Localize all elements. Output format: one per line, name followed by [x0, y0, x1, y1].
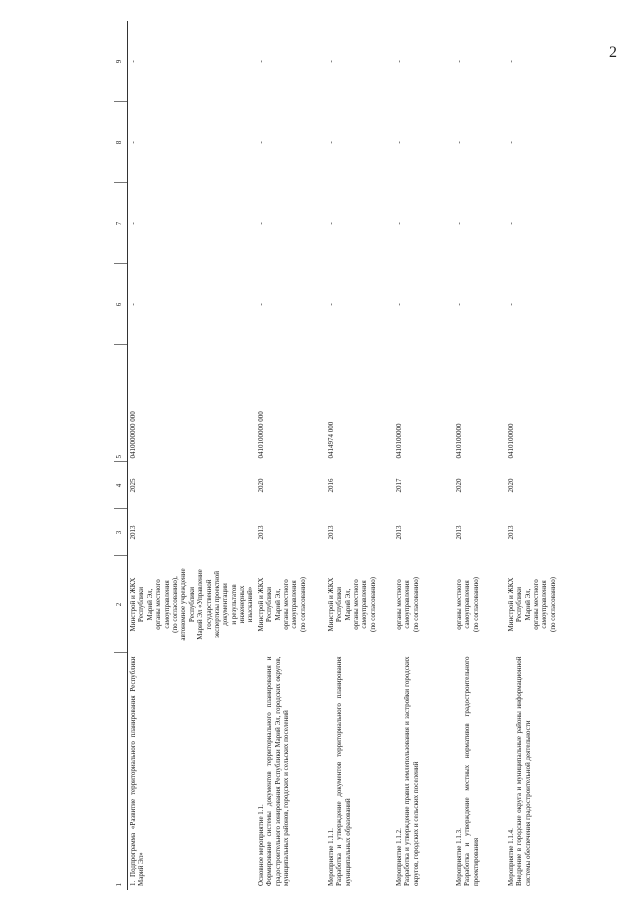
code-cell: 0410000000 000 [129, 411, 137, 459]
start-year-cell: 2013 [506, 525, 515, 540]
value-cell: - [256, 141, 265, 144]
executor-cell: Минстрой и ЖКХ Республики Марий Эл, органы местного самоуправления (по согласованию) [256, 576, 307, 633]
table-row [454, 22, 506, 890]
activity-name-cell: 1. Подпрограмма «Развитие территориального планирования Республики Марий Эл» [129, 656, 146, 886]
value-cell: - [129, 60, 137, 63]
activity-name-cell: Мероприятие 1.1.1. Разработка и утверждение документов территориального планирования муниципальных образований [326, 656, 352, 886]
table-header-row [114, 22, 128, 890]
value-cell: - [454, 60, 463, 63]
activity-name-cell: Мероприятие 1.1.3. Разработка и утверждение местных нормативов градостроительного проектирования [454, 656, 480, 886]
start-year-cell: 2013 [129, 525, 137, 540]
code-cell: 0414974 000 [326, 421, 335, 459]
code-cell: 0410100000 [454, 423, 463, 459]
table-row [326, 22, 394, 890]
start-year-cell: 2013 [326, 525, 335, 540]
value-cell: - [394, 222, 403, 225]
table-row [506, 22, 568, 890]
value-cell: - [454, 303, 463, 306]
column-header: 6 [114, 264, 128, 345]
executor-cell: органы местного самоуправления (по согласованию) [454, 576, 480, 633]
value-cell: - [506, 303, 515, 306]
column-header: 1 [114, 653, 128, 890]
value-cell: - [326, 141, 335, 144]
program-table [114, 22, 568, 891]
code-cell: 0410100000 000 [256, 411, 265, 459]
value-cell: - [256, 222, 265, 225]
column-header: 3 [114, 509, 128, 556]
code-cell: 0410100000 [394, 423, 403, 459]
end-year-cell: 2020 [506, 478, 515, 493]
value-cell: - [326, 222, 335, 225]
end-year-cell: 2016 [326, 478, 335, 493]
column-header: 9 [114, 22, 128, 103]
start-year-cell: 2013 [394, 525, 403, 540]
value-cell: - [129, 141, 137, 144]
start-year-cell: 2013 [256, 525, 265, 540]
value-cell: - [129, 303, 137, 306]
column-header: 5 [114, 345, 128, 462]
value-cell: - [129, 222, 137, 225]
value-cell: - [506, 141, 515, 144]
code-cell: 0410100000 [506, 423, 515, 459]
value-cell: - [326, 60, 335, 63]
value-cell: - [394, 303, 403, 306]
executor-cell: Минстрой и ЖКХ Республики Марий Эл, органы местного самоуправления (по согласованию), автономное учреждение Республики Марий Эл «Управление государственной экспертизы проектной документации и результатов инженерных изысканий» [129, 568, 255, 641]
activity-name-cell: Мероприятие 1.1.4. Внедрение в городские округа и муниципальные районы информационной системы обеспечения градостроительной деятельности [506, 656, 532, 886]
page-number: 2 [609, 44, 617, 61]
value-cell: - [394, 60, 403, 63]
column-header: 2 [114, 556, 128, 653]
column-header: 7 [114, 183, 128, 264]
table-row [128, 22, 256, 890]
executor-cell: Минстрой и ЖКХ Республики Марий Эл, органы местного самоуправления (по согласованию) [506, 576, 557, 633]
end-year-cell: 2020 [454, 478, 463, 493]
table-row [256, 22, 326, 890]
activity-name-cell: Основное мероприятие 1.1. Формирование системы документов территориального планирования и градостроительного зонирования Республики Марий Эл, городских округов, муниципальных районов, городских и сельских поселений [256, 656, 291, 886]
column-header: 8 [114, 102, 128, 183]
value-cell: - [506, 222, 515, 225]
activity-name-cell: Мероприятие 1.1.2. Разработка и утверждение правил землепользования и застройки городских округов, городских и сельских поселений [394, 656, 420, 886]
value-cell: - [454, 141, 463, 144]
program-table-landscape [114, 60, 626, 890]
end-year-cell: 2017 [394, 478, 403, 493]
table-row [394, 22, 454, 890]
value-cell: - [326, 303, 335, 306]
executor-cell: органы местного самоуправления (по согласованию) [394, 576, 420, 633]
value-cell: - [256, 60, 265, 63]
end-year-cell: 2025 [129, 478, 137, 493]
value-cell: - [454, 222, 463, 225]
value-cell: - [394, 141, 403, 144]
start-year-cell: 2013 [454, 525, 463, 540]
executor-cell: Минстрой и ЖКХ Республики Марий Эл, органы местного самоуправления (по согласованию) [326, 576, 377, 633]
value-cell: - [506, 60, 515, 63]
value-cell: - [256, 303, 265, 306]
end-year-cell: 2020 [256, 478, 265, 493]
column-header: 4 [114, 462, 128, 509]
